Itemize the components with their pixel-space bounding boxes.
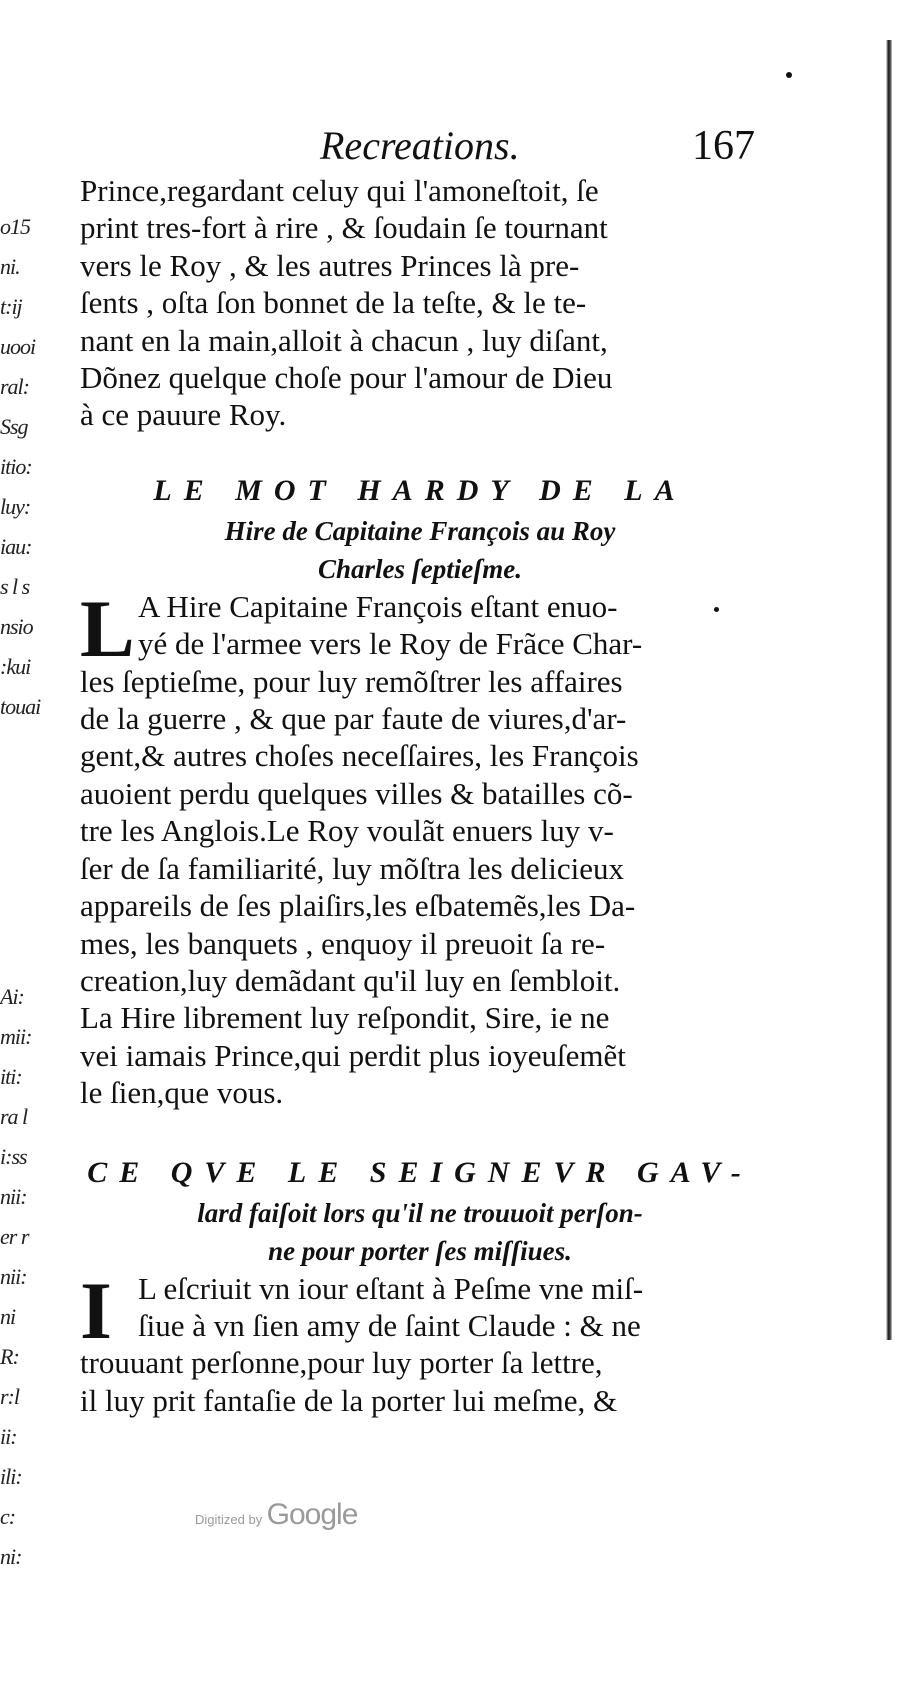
text-line: tre les Anglois.Le Roy voulãt enuers luy v- bbox=[80, 813, 614, 849]
bleed-line: i:ss bbox=[0, 1144, 27, 1169]
bleed-line: iti: bbox=[0, 1064, 22, 1089]
text-line: ſents , oſta ſon bonnet de la teſte, & le te- bbox=[80, 285, 587, 321]
bleed-line: ra l bbox=[0, 1104, 28, 1129]
text-line: les ſeptieſme, pour luy remõſtrer les affaires bbox=[80, 663, 623, 699]
digitization-watermark bbox=[195, 1498, 357, 1532]
text-line: trouuant perſonne,pour luy porter ſa lettre, bbox=[80, 1345, 603, 1381]
section-paragraph bbox=[80, 582, 760, 1112]
section-heading bbox=[80, 470, 760, 588]
section-title: CE QVE LE SEIGNEVR GAV- bbox=[87, 1155, 753, 1189]
text-line: nant en la main,alloit à chacun , luy diſant, bbox=[80, 322, 608, 358]
section-subtitle: ne pour porter ſes miſſiues. bbox=[268, 1235, 572, 1266]
ink-speck bbox=[714, 607, 719, 612]
section-subtitle: Hire de Capitaine François au Roy bbox=[224, 515, 616, 546]
watermark-prefix: Digitized by bbox=[195, 1512, 263, 1527]
text-line: yé de l'armee vers le Roy de Frãce Char- bbox=[138, 626, 643, 662]
text-line: à ce pauure Roy. bbox=[80, 397, 287, 433]
bleed-line: ni. bbox=[0, 254, 20, 279]
bleed-line: o15 bbox=[0, 214, 30, 239]
running-head: Recreations. bbox=[320, 123, 520, 168]
section-subtitle: lard faiſoit lors qu'il ne trouuoit perſon- bbox=[197, 1197, 643, 1228]
text-line: La Hire librement luy reſpondit, Sire, ie ne bbox=[80, 1000, 610, 1036]
text-line: il luy prit fantaſie de la porter lui meſme, & bbox=[80, 1382, 618, 1418]
text-line: appareils de ſes plaiſirs,les eſbatemẽs,les Da- bbox=[80, 888, 636, 924]
ink-speck bbox=[786, 72, 792, 78]
bleed-line: touai bbox=[0, 694, 41, 719]
paragraph-continuation bbox=[80, 172, 760, 434]
bleed-line: Ssg bbox=[0, 414, 28, 439]
bleed-line: uooi bbox=[0, 334, 36, 359]
text-line: creation,luy demãdant qu'il luy en ſembloit. bbox=[80, 962, 621, 998]
bleed-line: t:ij bbox=[0, 294, 22, 319]
bleed-line: R: bbox=[0, 1344, 19, 1369]
bleed-line: itio: bbox=[0, 454, 32, 479]
drop-cap: I bbox=[80, 1264, 112, 1356]
page-body bbox=[80, 172, 760, 1419]
text-line: ſer de ſa familiarité, luy mõſtra les delicieux bbox=[80, 850, 625, 886]
text-line: auoient perdu quelques villes & batailles cõ- bbox=[80, 775, 633, 811]
text-line: vers le Roy , & les autres Princes là pre- bbox=[80, 247, 580, 283]
section-paragraph bbox=[80, 1264, 760, 1420]
bleed-line: r:l bbox=[0, 1384, 19, 1409]
page-header bbox=[130, 122, 755, 177]
text-line: Dõnez quelque choſe pour l'amour de Dieu bbox=[80, 360, 613, 396]
bleed-line: ral: bbox=[0, 374, 29, 399]
text-line: print tres-fort à rire , & ſoudain ſe tournant bbox=[80, 210, 608, 246]
bleed-line: luy: bbox=[0, 494, 31, 519]
facing-page-bleed bbox=[0, 210, 46, 1580]
section-heading bbox=[80, 1152, 760, 1270]
text-line: Prince,regardant celuy qui l'amoneſtoit, ſe bbox=[80, 173, 599, 208]
bleed-line: nii: bbox=[0, 1184, 27, 1209]
bleed-line: Ai: bbox=[0, 984, 24, 1009]
drop-cap: L bbox=[80, 582, 135, 674]
bleed-line: :kui bbox=[0, 654, 31, 679]
text-line: L eſcriuit vn iour eſtant à Peſme vne miſ- bbox=[138, 1270, 644, 1306]
section-title: LE MOT HARDY DE LA bbox=[153, 473, 687, 507]
page-edge-shadow bbox=[886, 40, 892, 1340]
bleed-line: ili: bbox=[0, 1464, 22, 1489]
section-subtitle: Charles ſeptieſme. bbox=[318, 553, 522, 584]
bleed-line: iau: bbox=[0, 534, 32, 559]
bleed-line: nii: bbox=[0, 1264, 27, 1289]
text-line: A Hire Capitaine François eſtant enuo- bbox=[138, 588, 618, 624]
text-line: gent,& autres choſes neceſſaires, les François bbox=[80, 738, 639, 774]
text-line: vei iamais Prince,qui perdit plus ioyeuſemẽt bbox=[80, 1037, 626, 1073]
text-line: mes, les banquets , enquoy il preuoit ſa re- bbox=[80, 925, 606, 961]
text-line: de la guerre , & que par faute de viures,d'ar- bbox=[80, 701, 627, 737]
bleed-line: ni: bbox=[0, 1544, 22, 1569]
text-line: le ſien,que vous. bbox=[80, 1075, 284, 1111]
bleed-line: s l s bbox=[0, 574, 30, 599]
text-line: ſiue à vn ſien amy de ſaint Claude : & ne bbox=[138, 1307, 641, 1343]
bleed-line: ni bbox=[0, 1304, 16, 1329]
bleed-line: mii: bbox=[0, 1024, 32, 1049]
bleed-line: ii: bbox=[0, 1424, 17, 1449]
bleed-line: er r bbox=[0, 1224, 29, 1249]
bleed-line: c: bbox=[0, 1504, 16, 1529]
google-logo: Google bbox=[266, 1498, 358, 1531]
bleed-line: nsio bbox=[0, 614, 33, 639]
page-number: 167 bbox=[692, 123, 755, 169]
